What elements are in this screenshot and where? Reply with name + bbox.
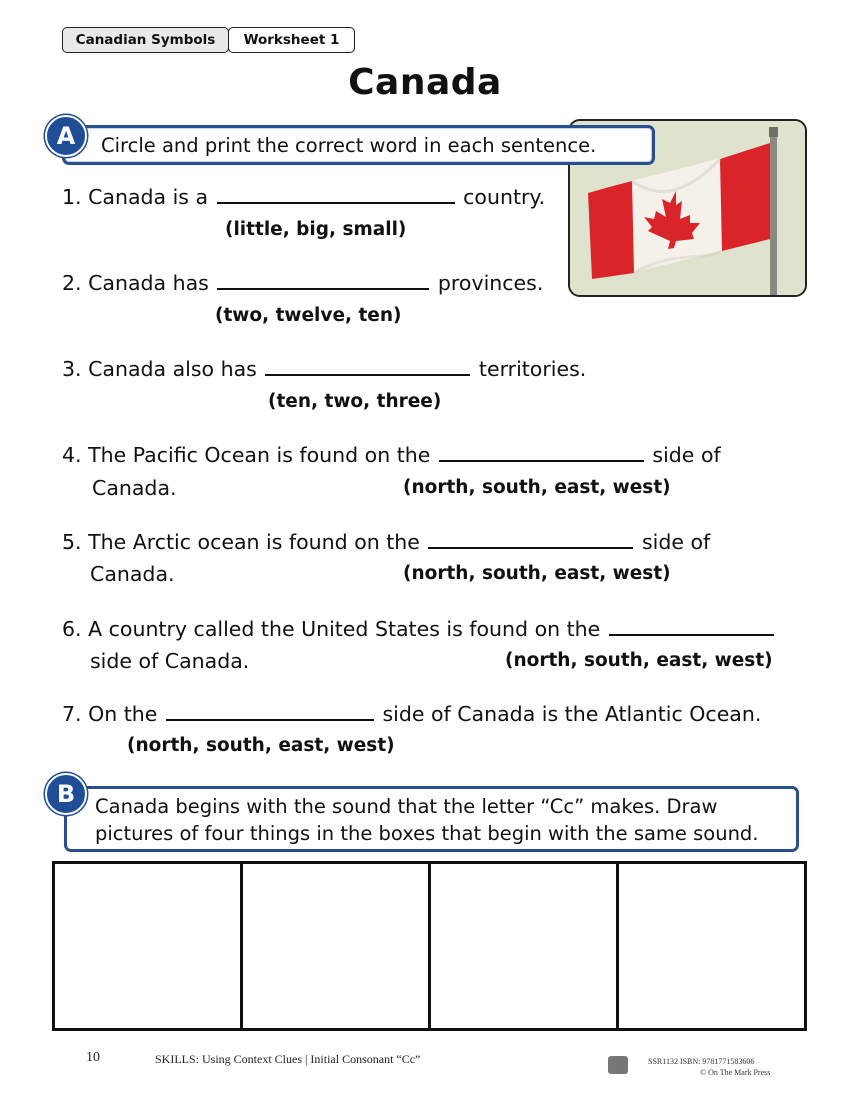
question-2-text-before: Canada has (88, 271, 209, 295)
question-2 (62, 270, 543, 295)
question-4 (62, 442, 721, 467)
drawing-box-3[interactable] (428, 864, 616, 1028)
question-5-options: (north, south, east, west) (403, 563, 671, 584)
footer-publisher: © On The Mark Press (700, 1068, 771, 1077)
question-2-number: 2. (62, 271, 82, 295)
section-a-badge: A (45, 115, 87, 157)
section-b-instruction-line1: Canada begins with the sound that the letter “Cc” makes. Draw (95, 795, 718, 818)
question-7-answer-blank[interactable] (166, 701, 374, 721)
question-6-text-before: A country called the United States is found on the (88, 617, 601, 641)
question-7 (62, 701, 761, 726)
footer-skills: SKILLS: Using Context Clues | Initial Consonant “Cc” (155, 1052, 421, 1066)
question-3-text-before: Canada also has (88, 357, 257, 381)
tab-topic: Canadian Symbols (62, 27, 229, 53)
question-1-text-before: Canada is a (88, 185, 209, 209)
question-7-number: 7. (62, 702, 82, 726)
question-5-text-before: The Arctic ocean is found on the (88, 530, 420, 554)
question-3-options: (ten, two, three) (268, 391, 442, 412)
question-5 (62, 529, 710, 554)
question-4-text-after: side of (652, 443, 721, 467)
question-7-text-before: On the (88, 702, 158, 726)
question-4-continuation: Canada. (92, 476, 177, 500)
question-3-text-after: territories. (478, 357, 587, 381)
question-6-options: (north, south, east, west) (505, 650, 773, 671)
question-2-answer-blank[interactable] (217, 270, 429, 290)
question-6 (62, 616, 776, 641)
section-a-instruction (62, 125, 655, 165)
question-4-answer-blank[interactable] (439, 442, 644, 462)
question-5-number: 5. (62, 530, 82, 554)
question-1-number: 1. (62, 185, 82, 209)
section-b-instruction (64, 786, 799, 852)
question-1 (62, 184, 545, 209)
page-title: Canada (348, 62, 502, 103)
section-b-instruction-line2: pictures of four things in the boxes that begin with the same sound. (95, 822, 759, 845)
question-7-text-after: side of Canada is the Atlantic Ocean. (382, 702, 762, 726)
footer-isbn: SSR1132 ISBN: 9781771583606 (648, 1057, 755, 1066)
drawing-box-4[interactable] (616, 864, 804, 1028)
question-1-text-after: country. (463, 185, 546, 209)
drawing-box-2[interactable] (240, 864, 428, 1028)
question-6-number: 6. (62, 617, 82, 641)
tab-worksheet: Worksheet 1 (228, 27, 355, 53)
question-6-answer-blank[interactable] (609, 616, 774, 636)
question-3-number: 3. (62, 357, 82, 381)
question-1-options: (little, big, small) (225, 219, 407, 240)
question-4-options: (north, south, east, west) (403, 477, 671, 498)
question-6-continuation: side of Canada. (90, 649, 250, 673)
section-b-badge: B (45, 773, 87, 815)
question-3-answer-blank[interactable] (265, 356, 470, 376)
question-5-text-after: side of (641, 530, 711, 554)
drawing-boxes (52, 861, 807, 1031)
question-4-number: 4. (62, 443, 82, 467)
question-2-options: (two, twelve, ten) (215, 305, 402, 326)
question-7-options: (north, south, east, west) (127, 735, 395, 756)
question-5-continuation: Canada. (90, 562, 175, 586)
question-4-text-before: The Pacific Ocean is found on the (88, 443, 431, 467)
footer-code (648, 1056, 770, 1078)
question-3 (62, 356, 586, 381)
section-a-instruction-text: Circle and print the correct word in each sentence. (101, 134, 597, 157)
book-icon (608, 1056, 628, 1074)
header-tabs (62, 27, 355, 53)
page-number: 10 (86, 1050, 100, 1065)
question-1-answer-blank[interactable] (217, 184, 455, 204)
question-5-answer-blank[interactable] (428, 529, 633, 549)
question-2-text-after: provinces. (437, 271, 544, 295)
drawing-box-1[interactable] (55, 864, 240, 1028)
